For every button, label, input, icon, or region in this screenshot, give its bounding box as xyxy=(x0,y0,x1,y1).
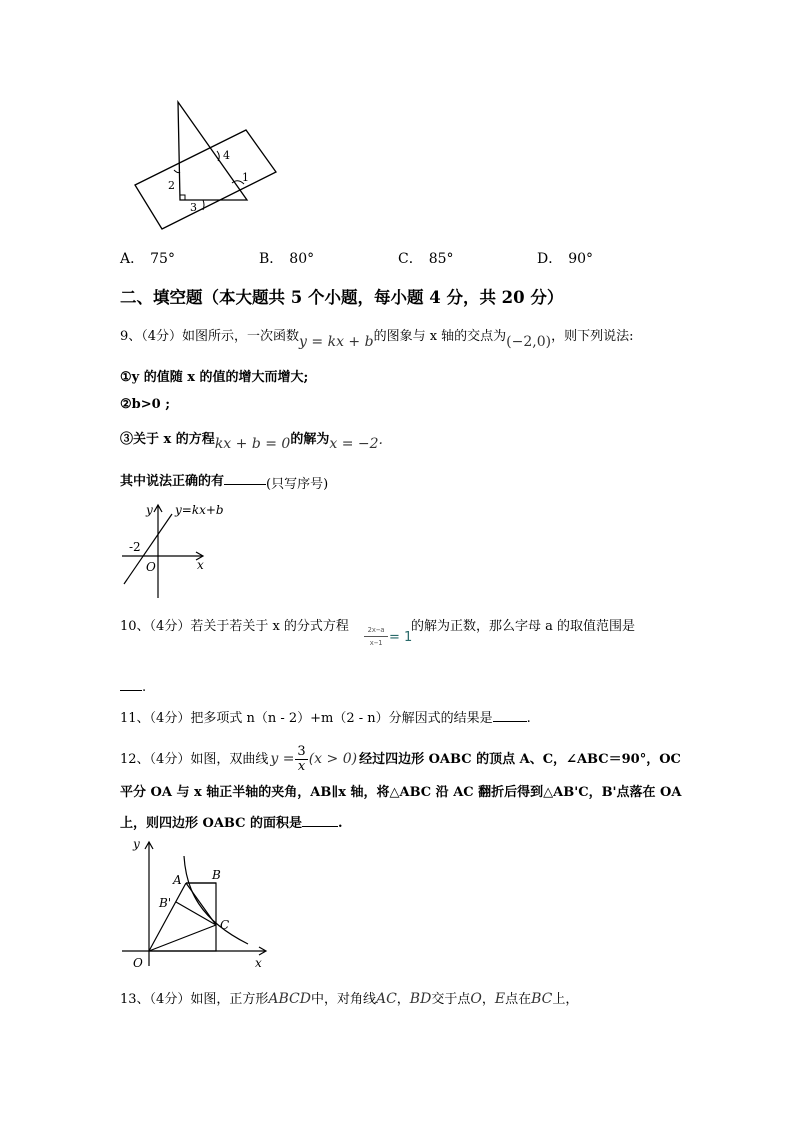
q12-line1-rest: 经过四边形 OABC 的顶点 A、C，∠ABC＝90°，OC xyxy=(359,752,681,767)
q12-frac-num: 3 xyxy=(297,744,306,759)
q8-label-4: 4 xyxy=(223,149,230,162)
q10-denominator: x−1 xyxy=(369,639,383,647)
q9-item3-mid: 的解为 xyxy=(290,432,330,447)
q10-prefix: 10、（4分）若关于若关于 x 的分式方程 xyxy=(120,619,349,634)
q12-prefix: 12、（4分）如图，双曲线 xyxy=(120,752,269,767)
q12-A-label: A xyxy=(173,873,182,887)
q13-o: O xyxy=(470,991,482,1007)
option-b-value: 80° xyxy=(289,251,315,267)
q9-item1: ①y 的值随 x 的值的增大而增大; xyxy=(120,370,309,385)
q9-prefix: 9、（4分）如图所示，一次函数 xyxy=(120,329,300,344)
q11-end: . xyxy=(526,711,531,726)
q12-x-label: x xyxy=(255,956,262,970)
q9-y-label: y xyxy=(146,503,153,517)
q9-point: (−2,0) xyxy=(506,334,552,350)
q12-y-label: y xyxy=(133,837,140,851)
q9-x-label: x xyxy=(197,558,204,572)
q9-suffix: ，则下列说法: xyxy=(551,329,634,344)
q9-ask-prefix: 其中说法正确的有 xyxy=(120,474,225,489)
q13-prefix: 13、（4分）如图，正方形 xyxy=(120,992,269,1007)
q12-C-label: C xyxy=(220,918,230,932)
q13-line xyxy=(120,988,578,1007)
q13-mid1: 中，对角线 xyxy=(310,992,376,1007)
q10-numerator: 2x−a xyxy=(367,626,385,634)
q13-end: 上， xyxy=(552,992,579,1007)
q9-item3-solution: x = −2· xyxy=(329,436,383,452)
q12-segment-OC xyxy=(149,925,216,951)
q13-mid3: 点在 xyxy=(505,992,532,1007)
option-a-letter: A． xyxy=(120,251,145,267)
q12-y-eq: y = xyxy=(270,751,295,767)
option-a-value: 75° xyxy=(150,251,175,267)
q12-frac-den: x xyxy=(297,759,306,774)
q9-item2: ②b>0 ; xyxy=(120,397,171,412)
q12-B1-label: B' xyxy=(159,896,172,910)
q12-line3-prefix: 上，则四边形 OABC 的面积是 xyxy=(120,816,303,831)
q12-line2: 平分 OA 与 x 轴正半轴的夹角，AB∥x 轴，将△ABC 沿 AC 翻折后得到△AB'C，B'点落在 OA xyxy=(120,785,682,800)
q9-item3-equation: kx + b = 0 xyxy=(214,436,291,452)
q13-comma1: ， xyxy=(396,992,410,1007)
section-title: 二、填空题（本大题共 5 个小题，每小题 4 分，共 20 分） xyxy=(120,288,564,307)
q12-segment-OA xyxy=(149,883,186,951)
q9-ask-suffix: (只写序号) xyxy=(266,477,329,492)
option-c-letter: C． xyxy=(398,251,423,267)
q9-item3-prefix: ③关于 x 的方程 xyxy=(120,432,215,447)
q8-label-2: 2 xyxy=(168,179,175,192)
q12-segment-AC xyxy=(186,883,216,925)
q12-rectangle xyxy=(149,883,216,951)
q13-bc: BC xyxy=(531,991,553,1007)
q13-comma2: ， xyxy=(481,992,495,1007)
q12-O-label: O xyxy=(133,956,143,970)
q13-bd: BD xyxy=(409,991,432,1007)
q12-B-label: B xyxy=(212,868,221,882)
q13-e: E xyxy=(494,991,506,1007)
q12-segment-B1C xyxy=(176,902,216,925)
q13-mid2: 交于点 xyxy=(431,992,471,1007)
q8-label-3: 3 xyxy=(190,201,197,214)
q8-label-1: 1 xyxy=(242,171,249,184)
q13-square: ABCD xyxy=(268,991,311,1007)
q11-text: 11、（4分）把多项式 n（n - 2）+m（2 - n）分解因式的结果是 xyxy=(120,711,493,726)
option-d-value: 90° xyxy=(568,251,594,267)
q9-function-label: y=kx+b xyxy=(175,503,224,517)
q10-end: . xyxy=(142,680,147,695)
q9-function: y = kx + b xyxy=(299,334,374,350)
option-d-letter: D． xyxy=(537,251,563,267)
q9-intercept-label: -2 xyxy=(129,540,141,554)
q12-condition: (x > 0) xyxy=(308,751,358,767)
option-b-letter: B． xyxy=(259,251,284,267)
q10-rhs: = 1 xyxy=(389,630,413,645)
q13-ac: AC xyxy=(375,991,397,1007)
option-c-value: 85° xyxy=(428,251,454,267)
q12-end: . xyxy=(338,816,343,831)
q9-origin-label: O xyxy=(146,560,156,574)
q10-suffix: 的解为正数，那么字母 a 的取值范围是 xyxy=(411,619,636,634)
q9-mid: 的图象与 x 轴的交点为 xyxy=(373,329,507,344)
